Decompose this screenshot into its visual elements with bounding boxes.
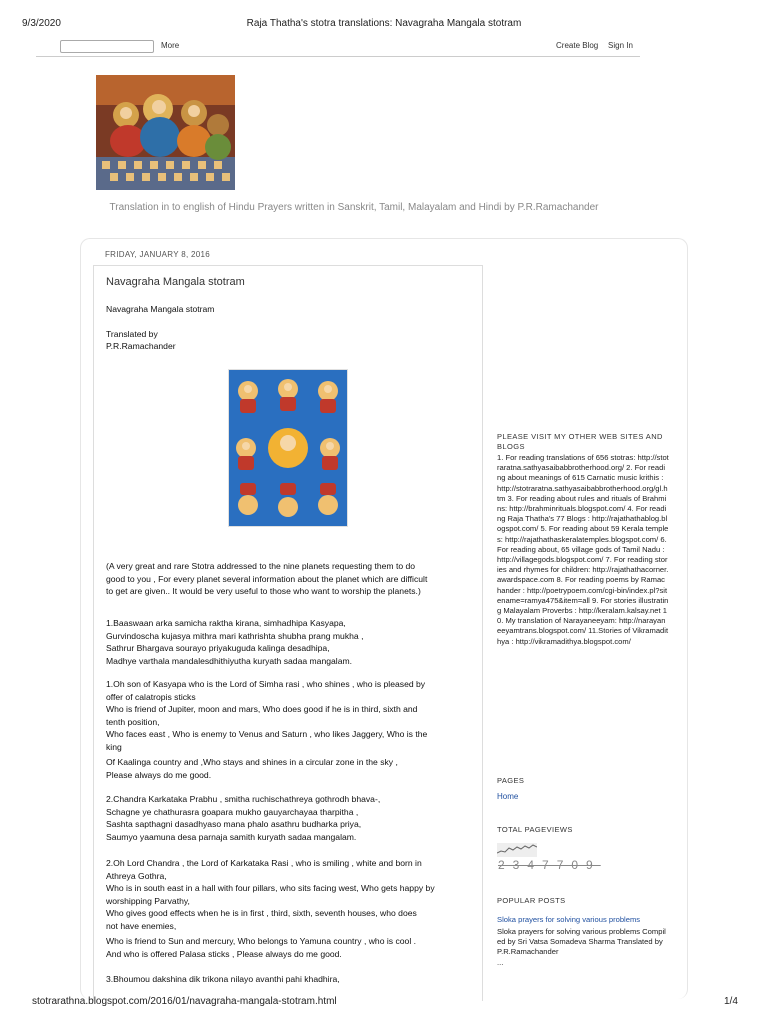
meaning1-line-8: Please always do me good.	[106, 769, 212, 780]
navagraha-image	[228, 369, 348, 527]
verse1-line-3: Sathrur Bhargava sourayo priyakuguda kalinga desadhipa,	[106, 643, 330, 653]
popular-post-more: ...	[497, 958, 504, 967]
meaning1-line-5: Who faces east , Who is enemy to Venus and Saturn , who likes Jaggery, Who is the	[106, 729, 428, 739]
post-date: FRIDAY, JANUARY 8, 2016	[105, 250, 211, 259]
verse1-line-1: 1.Baaswaan arka samicha raktha kirana, simhadhipa Kasyapa,	[106, 618, 346, 628]
intro-line-3: to get are given.. It would be very useful to those who want to worship the planets.)	[106, 586, 421, 596]
navbar-more-link[interactable]: More	[161, 41, 180, 50]
verse1-line-2: Gurvindoscha kujasya mithra mari kathrishta shubha prang mukha ,	[106, 630, 364, 641]
verse1-line-4: Madhye varthala mandalesdhithiyutha kuryath sadaa mangalam.	[106, 655, 353, 666]
intro-line-2: good to you , For every planet several information about the planet which are difficult	[106, 573, 428, 584]
verse2-line-4: Saumyo yaamuna desa parnaja samith kuryath sadaa mangalam.	[106, 831, 357, 842]
pageviews-counter: 2347709	[498, 858, 601, 872]
post-author: P.R.Ramachander	[106, 341, 176, 351]
popular-posts-heading: POPULAR POSTS	[497, 896, 566, 905]
meaning1-line-2: offer of calatropis sticks	[106, 691, 196, 702]
meaning2-line-8: And who is offered Palasa sticks , Please always do me good.	[106, 948, 342, 959]
meaning1-line-1: 1.Oh son of Kasyapa who is the Lord of Simha rasi , who shines , who is pleased by	[106, 679, 426, 689]
meaning2-line-4: worshipping Parvathy,	[106, 895, 190, 906]
other-sites-list[interactable]: 1. For reading translations of 656 stotras: http://stotraratna.sathyasaibabbrotherhood.org/ 2. For reading about meanings of 615 Carnatic music krithis : http://stotraratna.sathyasaibabbrotherhood.org/gl.htm 3. For reading about rules and rituals of Brahmins: http://brahminrituals.blogspot.com/ 4. For reading Raja Thatha's 77 Blogs : http://rajathathablog.blogspot.com/ 5. For reading about 59 Kerala temples: http://rajathathaskeralatemples.blogspot.com/ 6. For reading about, 65 village gods of Tamil Nadu : http://villagegods.blogspot.com/ 7. For reading stories and rhymes for children: http://rajathathacorner.awardspace.com 8. For reading poems by Ramachander : http://poetrypoem.com/cgi-bin/index.pl?sitename=ramya475&item=all 9. For stories illustrating Malayalam Proverbs : http://keralam.kalsay.net 10. My translation of Narayaneeyam: http://narayaneeyamtrans.blogspot.com/ 11.Stories of Vikramadithya : http://vikramadithya.blogspot.com/	[497, 453, 669, 646]
meaning2-line-6: not have enemies,	[106, 920, 177, 931]
home-link[interactable]: Home	[497, 792, 519, 801]
blog-tagline: Translation in to english of Hindu Prayers written in Sanskrit, Tamil, Malayalam and Hindi by P.R.Ramachander	[109, 202, 599, 213]
other-sites-heading: PLEASE VISIT MY OTHER WEB SITES AND BLOGS	[497, 432, 663, 451]
blog-header-image	[96, 75, 235, 190]
pageviews-heading: TOTAL PAGEVIEWS	[497, 825, 573, 834]
verse2-line-3: Sashta sapthagni dasadhyaso mana phalo asathru budharka priya,	[106, 819, 362, 829]
footer-page-number: 1/4	[724, 996, 738, 1007]
footer-url: stotrarathna.blogspot.com/2016/01/navagraha-mangala-stotram.html	[32, 996, 337, 1007]
meaning1-line-3: Who is friend of Jupiter, moon and mars, Who does good if he is in third, sixth and	[106, 704, 418, 714]
navbar-search-input[interactable]	[60, 40, 154, 53]
pages-heading: PAGES	[497, 776, 525, 785]
pageviews-sparkline	[497, 843, 537, 857]
popular-post-link[interactable]: Sloka prayers for solving various problems	[497, 915, 641, 924]
post-subtitle: Navagraha Mangala stotram	[106, 304, 215, 314]
print-title: Raja Thatha's stotra translations: Navagraha Mangala stotram	[246, 18, 522, 29]
meaning2-line-5: Who gives good effects when he is in first , third, sixth, seventh houses, who does	[106, 908, 417, 918]
meaning1-line-6: king	[106, 741, 122, 752]
verse2-line-1: 2.Chandra Karkataka Prabhu , smitha ruchischathreya gothrodh bhava-,	[106, 794, 381, 804]
sign-in-link[interactable]: Sign In	[608, 41, 633, 50]
meaning2-line-7: Who is friend to Sun and mercury, Who belongs to Yamuna country , who is cool .	[106, 936, 417, 946]
create-blog-link[interactable]: Create Blog	[556, 41, 599, 50]
meaning2-line-3: Who is in south east in a hall with four pillars, who sits facing west, Who gets happy by	[106, 883, 435, 893]
meaning2-line-2: Athreya Gothra,	[106, 870, 167, 881]
verse3-line-1: 3.Bhoumou dakshina dik trikona nilayo avanthi pahi khadhira,	[106, 974, 340, 984]
meaning1-line-4: tenth position,	[106, 716, 160, 727]
print-date: 9/3/2020	[22, 18, 61, 29]
translated-by-label: Translated by	[106, 329, 158, 339]
meaning1-line-7: Of Kaalinga country and ,Who stays and shines in a circular zone in the sky ,	[106, 757, 398, 767]
meaning2-line-1: 2.Oh Lord Chandra , the Lord of Karkataka Rasi , who is smiling , white and born in	[106, 858, 422, 868]
verse2-line-2: Schagne ye chathurasra goapara mukho gauyarchayaa tharpitha ,	[106, 806, 359, 817]
popular-post-excerpt: Sloka prayers for solving various problems Compiled by Sri Vatsa Somadeva Sharma Translated by P.R.Ramachander	[497, 927, 666, 957]
post-title[interactable]: Navagraha Mangala stotram	[106, 276, 245, 288]
intro-line-1: (A very great and rare Stotra addressed to the nine planets requesting them to do	[106, 561, 416, 571]
